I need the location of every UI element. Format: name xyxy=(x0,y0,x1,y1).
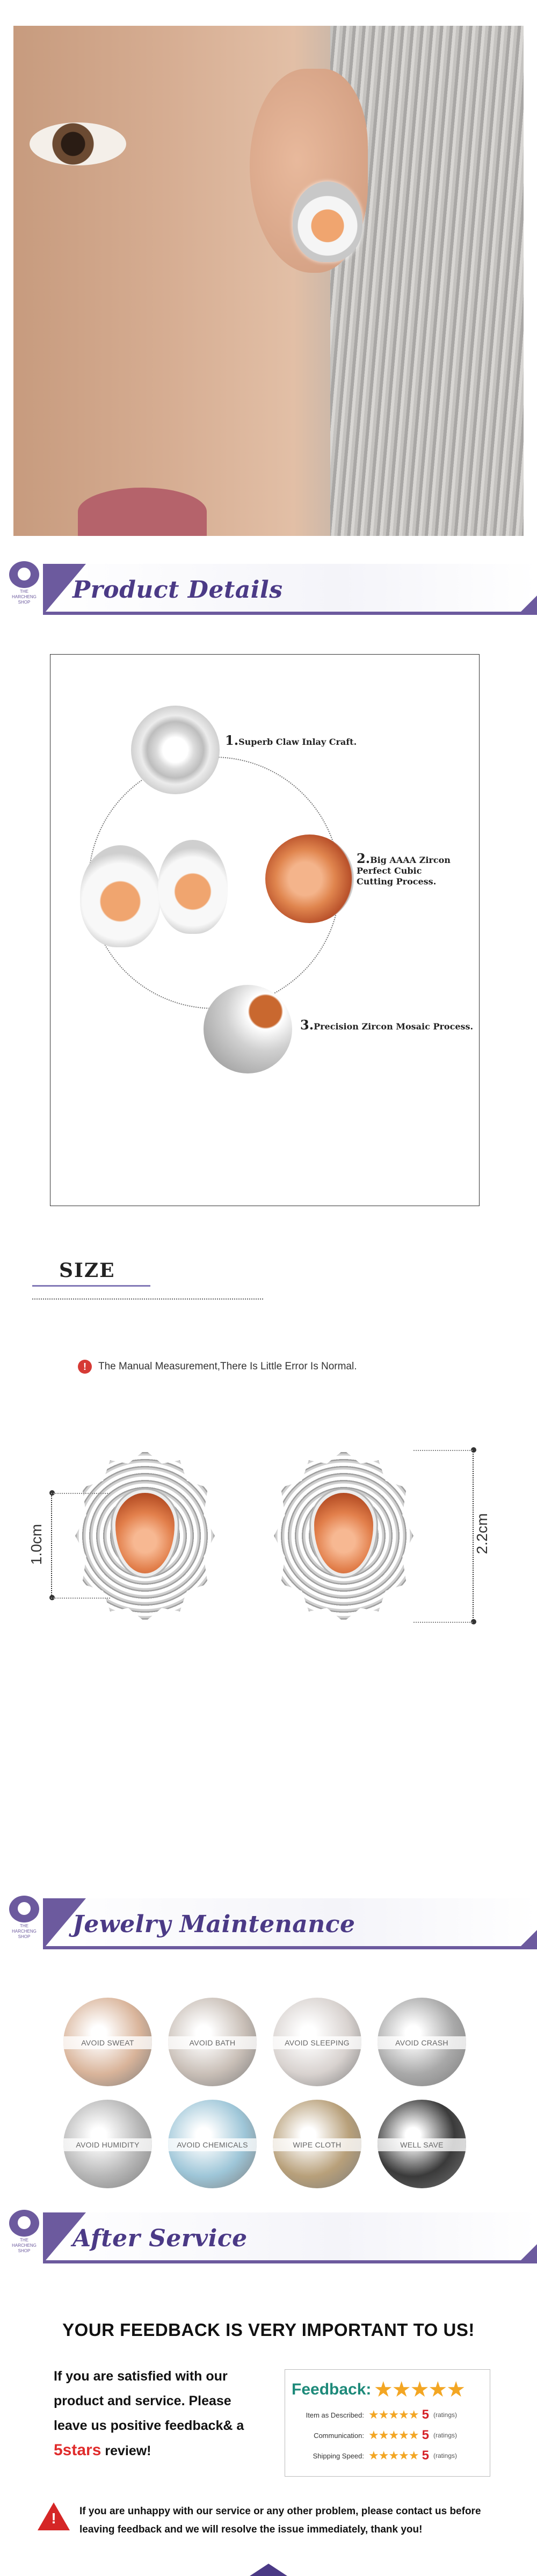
maintenance-item xyxy=(378,1998,466,2086)
maintenance-item xyxy=(273,1998,361,2086)
logo-mark-icon xyxy=(9,1896,39,1922)
size-earring-right xyxy=(274,1450,413,1622)
height-label: 2.2cm xyxy=(474,1513,491,1555)
rating-name: Item as Described: xyxy=(306,2411,364,2419)
feature-3: 3.Precision Zircon Mosaic Process. xyxy=(300,1017,474,1033)
banner-after-service xyxy=(0,2207,537,2269)
detail-zircon-circle xyxy=(265,835,354,923)
brand-logo xyxy=(8,561,40,604)
brand-logo xyxy=(8,1896,40,1939)
banner-maintenance xyxy=(0,1893,537,1955)
hero-image xyxy=(13,26,524,536)
rating-note: (ratings) xyxy=(433,2411,457,2419)
detail-claw-circle xyxy=(131,706,220,794)
star-icon: ★★★★★ xyxy=(368,2428,419,2442)
maintenance-item xyxy=(63,1998,152,2086)
rating-score: 5 xyxy=(422,2448,429,2463)
brand-shop-name: THE HARCHENG SHOP xyxy=(12,589,37,605)
rating-score: 5 xyxy=(422,2428,429,2442)
feedback-request xyxy=(54,2364,263,2463)
section-title: Product Details xyxy=(72,576,283,604)
bottom-arrow-icon xyxy=(250,2564,287,2576)
feedback-stars-word: 5stars xyxy=(54,2441,101,2459)
brand-logo xyxy=(8,2210,40,2253)
maintenance-label: AVOID CHEMICALS xyxy=(168,2138,257,2151)
maintenance-label: AVOID SLEEPING xyxy=(273,2036,361,2049)
size-earring-left xyxy=(75,1450,215,1622)
earring-on-model xyxy=(293,182,362,262)
maintenance-label: WELL SAVE xyxy=(378,2138,466,2151)
contact-warning xyxy=(38,2502,505,2539)
rating-note: (ratings) xyxy=(433,2432,457,2439)
feedback-rating-box xyxy=(285,2369,490,2477)
rating-name: Communication: xyxy=(314,2431,364,2440)
feedback-line-2: review! xyxy=(101,2443,151,2458)
maintenance-grid xyxy=(63,1998,474,2188)
size-underline xyxy=(32,1285,150,1287)
warning-icon: ! xyxy=(38,2502,70,2530)
banner-product-details xyxy=(0,558,537,620)
maintenance-label: AVOID HUMIDITY xyxy=(63,2138,152,2151)
warning-text: If you are unhappy with our service or any other problem, please contact us before leaving feedback and we will resolve the issue immediately, thank you! xyxy=(79,2506,481,2535)
rating-row xyxy=(292,2428,483,2443)
eye xyxy=(30,122,126,165)
maintenance-item xyxy=(168,1998,257,2086)
rating-note: (ratings) xyxy=(433,2452,457,2459)
section-title: After Service xyxy=(72,2225,248,2252)
maintenance-item xyxy=(273,2100,361,2188)
width-label: 1.0cm xyxy=(28,1523,45,1565)
lips xyxy=(78,488,207,536)
feature-2: 2.Big AAAA Zircon Perfect Cubic Cutting Process. xyxy=(357,851,451,887)
detail-mosaic-circle xyxy=(204,985,292,1073)
star-icon: ★★★★★ xyxy=(368,2449,419,2462)
logo-mark-icon xyxy=(9,2210,39,2237)
star-icon: ★★★★★ xyxy=(368,2408,419,2421)
width-dimension xyxy=(51,1493,52,1598)
feature-1: 1.Superb Claw Inlay Craft. xyxy=(225,732,357,748)
alert-icon: ! xyxy=(78,1360,92,1374)
height-tick-bottom xyxy=(413,1622,473,1623)
brand-shop-name: THE HARCHENG SHOP xyxy=(12,2238,37,2253)
rating-name: Shipping Speed: xyxy=(313,2451,364,2460)
height-tick-top xyxy=(413,1450,473,1451)
measurement-notice xyxy=(78,1360,357,1374)
brand-shop-name: THE HARCHENG SHOP xyxy=(12,1924,37,1939)
feedback-box-label: Feedback: xyxy=(292,2381,372,2398)
size-title: SIZE xyxy=(59,1259,115,1282)
feedback-line-1: If you are satisfied with our product and service. Please leave us positive feedback& a xyxy=(54,2369,244,2433)
notice-text: The Manual Measurement,There Is Little Error Is Normal. xyxy=(98,1361,357,1372)
earring-left xyxy=(80,845,161,947)
maintenance-label: AVOID CRASH xyxy=(378,2036,466,2049)
earring-right xyxy=(158,840,228,934)
maintenance-item xyxy=(63,2100,152,2188)
maintenance-item xyxy=(168,2100,257,2188)
width-tick-bottom xyxy=(51,1598,110,1599)
product-details-card xyxy=(50,654,480,1206)
maintenance-item xyxy=(378,2100,466,2188)
section-title: Jewelry Maintenance xyxy=(72,1911,355,1938)
logo-mark-icon xyxy=(9,561,39,588)
feedback-heading: YOUR FEEDBACK IS VERY IMPORTANT TO US! xyxy=(62,2320,475,2340)
rating-score: 5 xyxy=(422,2407,429,2422)
maintenance-label: AVOID BATH xyxy=(168,2036,257,2049)
size-divider xyxy=(32,1298,263,1300)
maintenance-label: WIPE CLOTH xyxy=(273,2138,361,2151)
rating-row xyxy=(292,2448,483,2463)
rating-row xyxy=(292,2407,483,2422)
width-tick-top xyxy=(51,1493,110,1494)
maintenance-label: AVOID SWEAT xyxy=(63,2036,152,2049)
star-icon: ★★★★★ xyxy=(373,2378,465,2401)
